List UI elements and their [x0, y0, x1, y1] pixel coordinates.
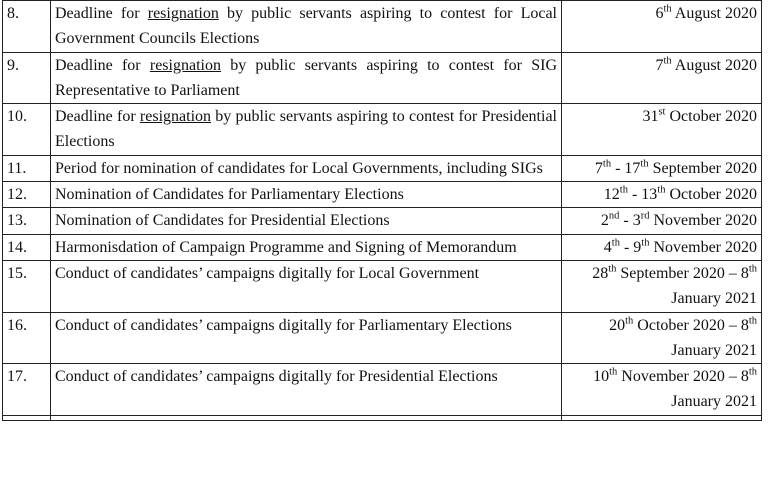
activity-text: Deadline for — [55, 108, 140, 126]
date-ordinal: th — [748, 366, 757, 378]
date-ordinal: th — [748, 263, 757, 275]
date-text: October 2020 — [665, 108, 757, 126]
table-row — [3, 182, 762, 208]
table-row — [3, 155, 762, 181]
date-text: January 2021 — [671, 341, 757, 359]
activity-cell — [51, 208, 562, 234]
date-ordinal: th — [602, 158, 612, 170]
date-ordinal: nd — [608, 211, 620, 223]
date-ordinal: rd — [640, 211, 650, 223]
table-row — [3, 312, 762, 364]
date-text: October 2020 – 8 — [633, 316, 749, 334]
date-cell — [562, 1, 762, 53]
activity-underlined: resignation — [149, 56, 221, 74]
date-cell — [562, 155, 762, 181]
date-ordinal: th — [611, 237, 620, 249]
item-number: 16. — [3, 312, 51, 364]
date-ordinal: th — [609, 366, 618, 378]
activity-text: Deadline for — [55, 5, 148, 22]
date-text: 31 — [642, 108, 659, 126]
date-text: 4 — [603, 238, 612, 256]
date-cell — [562, 182, 762, 208]
date-text: - 17 — [611, 159, 641, 177]
date-text: September 2020 — [648, 159, 757, 177]
activity-text: Period for nomination of candidates for Local Governments, including SIGs — [55, 159, 543, 177]
activity-text: Nomination of Candidates for Presidential Elections — [55, 212, 390, 230]
date-text: 6 — [655, 5, 664, 22]
date-ordinal: th — [608, 263, 617, 275]
activity-text: by public servants aspiring to contest for Local Government Councils Elections — [55, 5, 558, 48]
date-text: November 2020 — [649, 238, 757, 256]
date-text: October 2020 — [665, 186, 757, 204]
item-number: 15. — [3, 260, 51, 312]
date-text: January 2021 — [671, 393, 757, 411]
activity-cell — [51, 104, 562, 156]
date-text: 7 — [594, 159, 603, 177]
date-ordinal: th — [663, 55, 672, 67]
item-number: 13. — [3, 208, 51, 234]
date-text: 28 — [592, 264, 609, 282]
item-number: 10. — [3, 104, 51, 156]
date-text: 10 — [593, 368, 610, 386]
table-row — [3, 364, 762, 416]
table-row — [3, 208, 762, 234]
item-number: 17. — [3, 364, 51, 416]
date-cell — [562, 52, 762, 104]
activity-text: Conduct of candidates’ campaigns digitally for Parliamentary Elections — [55, 316, 512, 334]
date-text: November 2020 — [649, 212, 757, 230]
date-text: 12 — [603, 186, 620, 204]
activity-underlined: resignation — [139, 108, 212, 126]
activity-underlined: resignation — [147, 5, 219, 22]
date-text: November 2020 – 8 — [617, 368, 749, 386]
table-body — [3, 1, 762, 421]
date-cell — [562, 104, 762, 156]
activity-cell — [51, 182, 562, 208]
date-ordinal: st — [658, 106, 666, 118]
activity-text: Deadline for — [55, 56, 150, 74]
date-text: 20 — [609, 316, 626, 334]
activity-text: Nomination of Candidates for Parliamentary Elections — [55, 186, 404, 204]
activity-cell — [51, 364, 562, 416]
date-cell — [562, 234, 762, 260]
date-text: January 2021 — [671, 290, 757, 308]
date-text: 2 — [600, 212, 609, 230]
activity-text: Conduct of candidates’ campaigns digitally for Local Government — [55, 264, 480, 282]
activity-text: by public servants aspiring to contest for Presidential Elections — [55, 108, 557, 151]
date-ordinal: th — [619, 184, 628, 196]
date-text: September 2020 – 8 — [616, 264, 749, 282]
table-row — [3, 260, 762, 312]
date-text: - 13 — [627, 186, 658, 204]
date-ordinal: th — [641, 237, 650, 249]
date-cell — [562, 208, 762, 234]
table-row — [3, 52, 762, 104]
activity-cell — [51, 312, 562, 364]
date-cell — [562, 364, 762, 416]
table-row — [3, 234, 762, 260]
activity-cell — [51, 155, 562, 181]
item-number: 14. — [3, 234, 51, 260]
item-number: 11. — [3, 155, 51, 181]
item-number: 9. — [3, 52, 51, 104]
activity-text: by public servants aspiring to contest for SIG Representative to Parliament — [55, 56, 558, 99]
date-text: August 2020 — [671, 5, 757, 22]
date-text: - 9 — [619, 238, 642, 256]
activity-cell — [51, 1, 562, 53]
empty-cell — [562, 415, 762, 420]
date-text: August 2020 — [671, 56, 757, 74]
empty-cell — [51, 415, 562, 420]
date-ordinal: th — [657, 184, 666, 196]
empty-cell — [3, 415, 51, 420]
item-number: 8. — [3, 1, 51, 53]
date-ordinal: th — [640, 158, 649, 170]
table-row — [3, 1, 762, 53]
date-ordinal: th — [748, 315, 757, 327]
date-cell — [562, 260, 762, 312]
item-number: 12. — [3, 182, 51, 208]
activity-cell — [51, 52, 562, 104]
date-text: - 3 — [619, 212, 641, 230]
date-ordinal: th — [663, 3, 672, 15]
activity-cell — [51, 260, 562, 312]
table-row — [3, 104, 762, 156]
table-row-partial — [3, 415, 762, 420]
date-cell — [562, 312, 762, 364]
election-schedule-table — [2, 0, 762, 421]
activity-text: Conduct of candidates’ campaigns digitally for Presidential Elections — [55, 368, 498, 386]
activity-cell — [51, 234, 562, 260]
date-text: 7 — [655, 56, 664, 74]
date-ordinal: th — [625, 315, 634, 327]
activity-text: Harmonisdation of Campaign Programme and Signing of Memorandum — [55, 238, 517, 256]
